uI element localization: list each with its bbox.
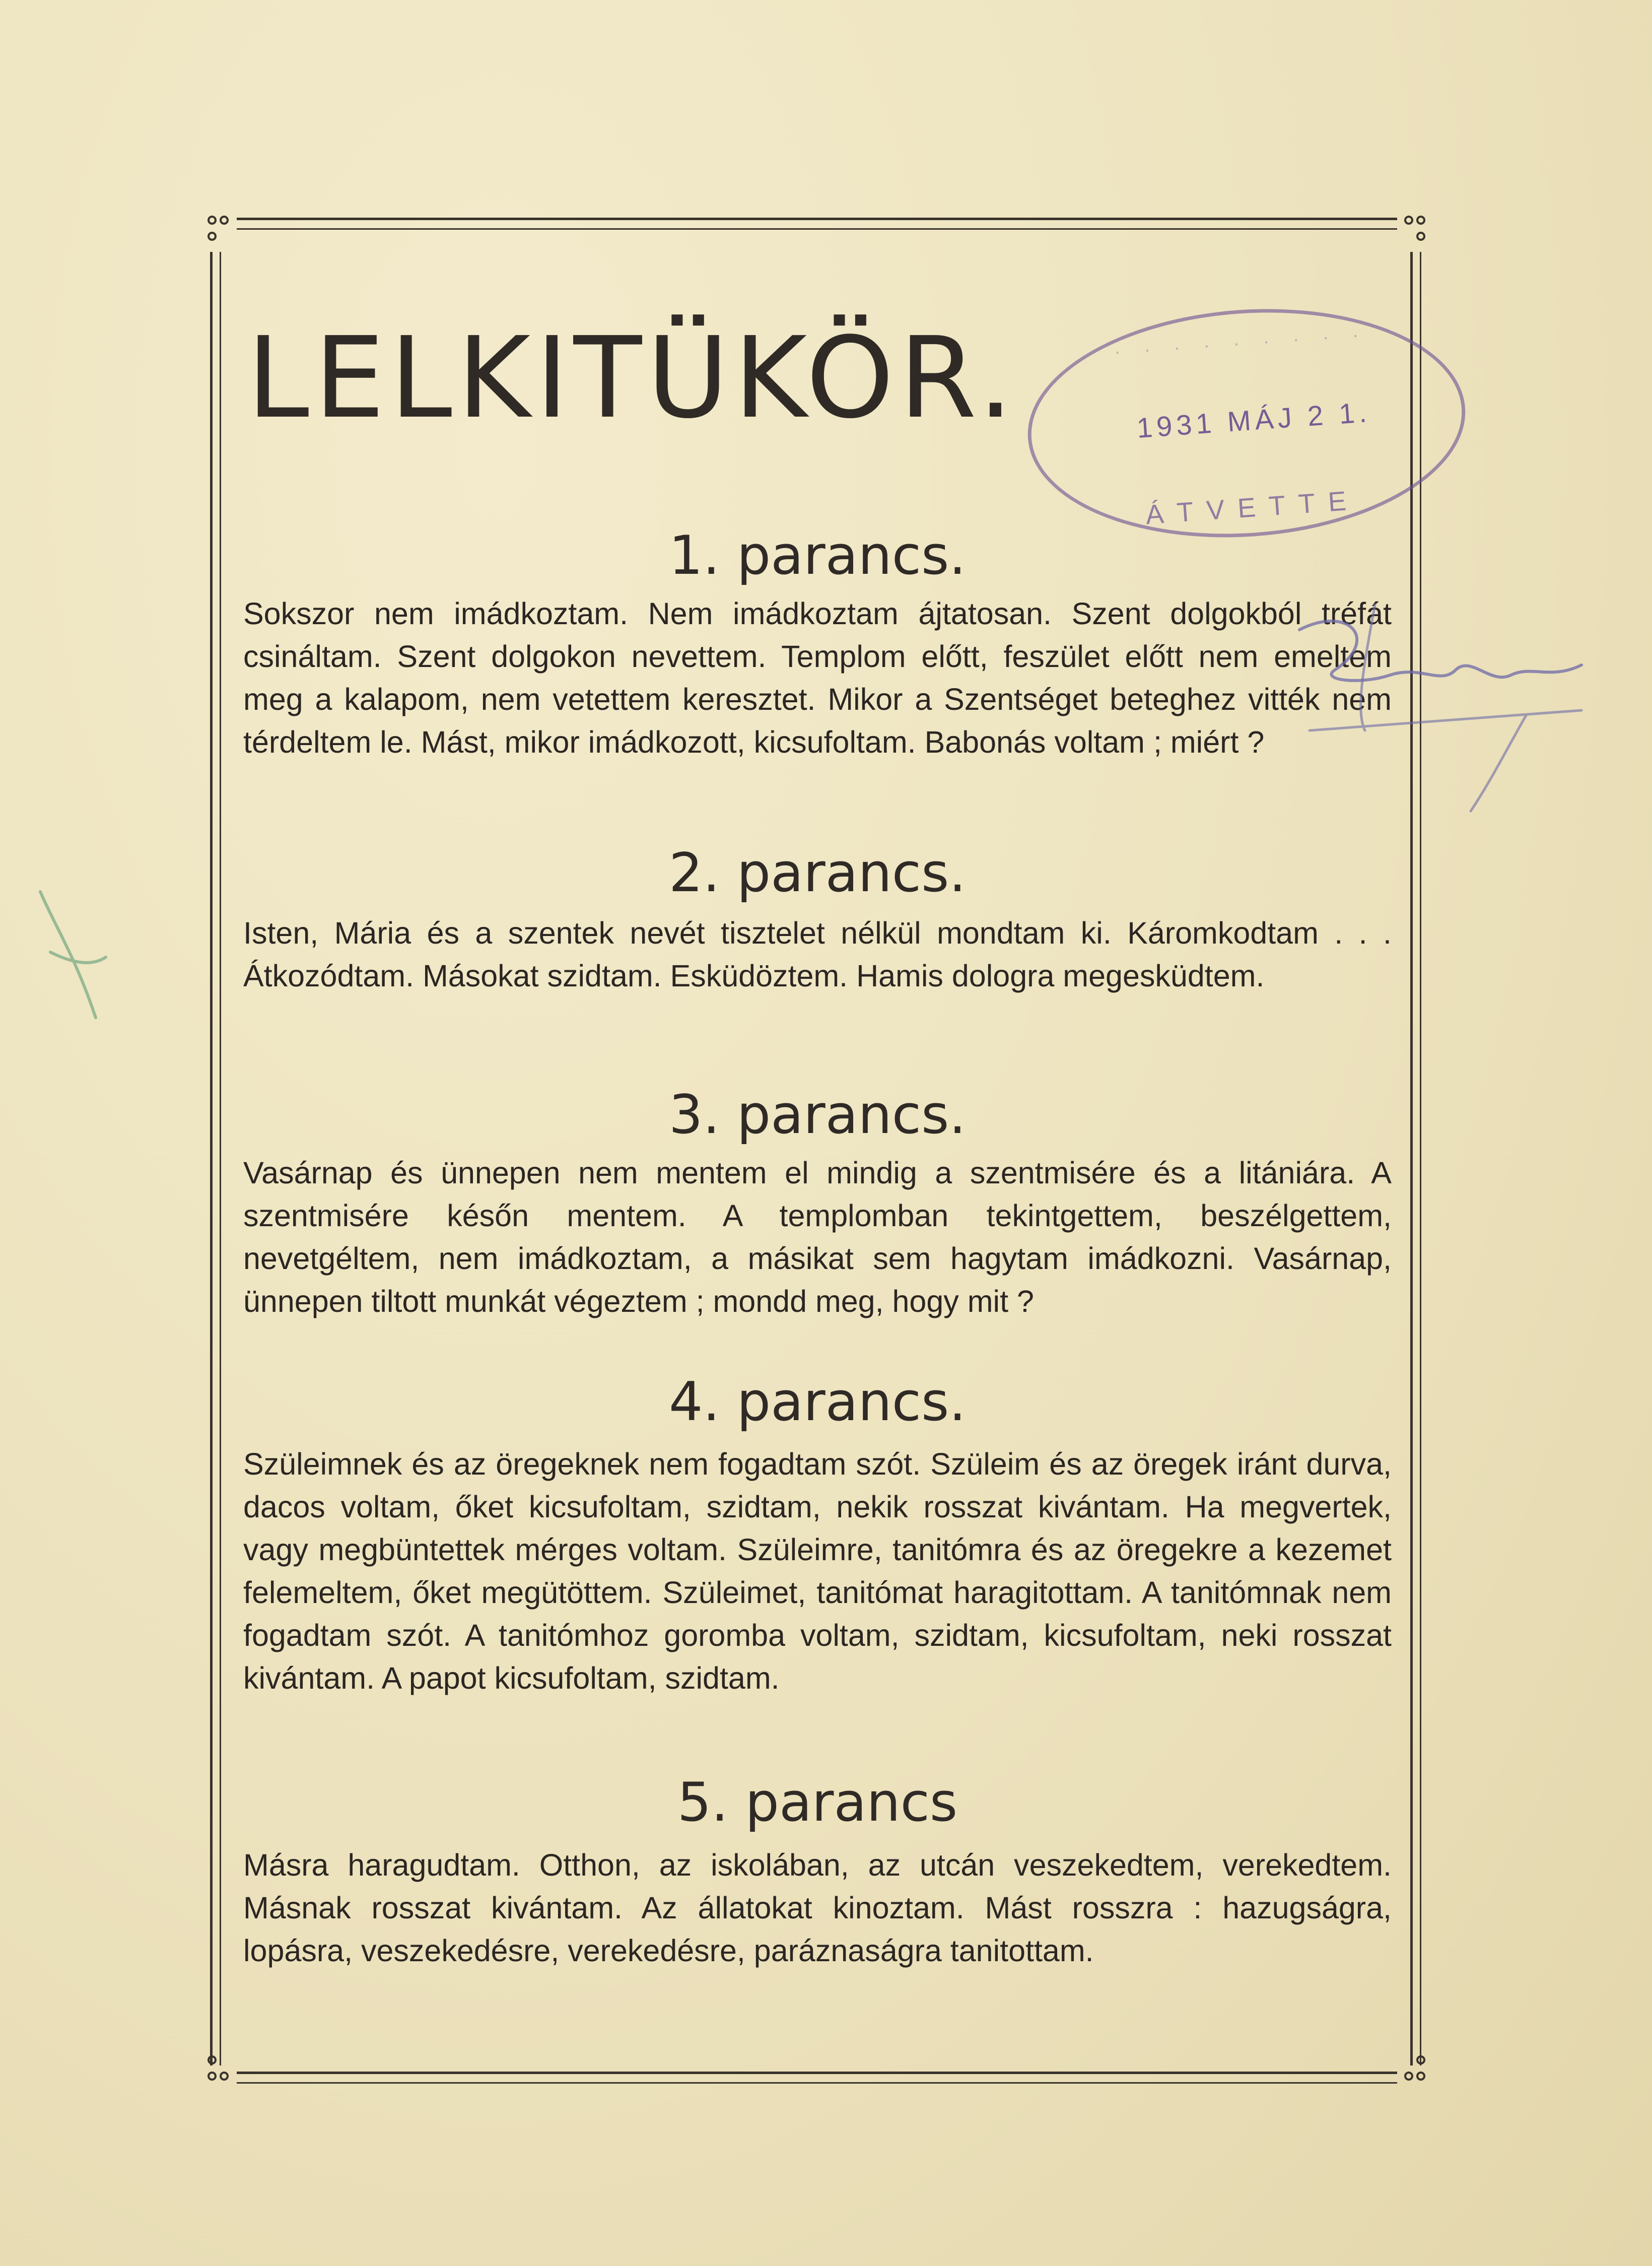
ring-ornament-icon xyxy=(208,2072,217,2081)
section-text: Vasárnap és ünnepen nem mentem el mindig a szentmisére és a litániára. A szentmisére későn mentem. A templomban tekintgettem, beszélgettem, nevetgéltem, nem imádkoztam, a másikat sem hagytam imádkozni. Vasárnap, ünnepen tiltott munkát végeztem ; mondd meg, hogy mit ? xyxy=(243,1156,1392,1318)
ring-ornament-icon xyxy=(208,216,217,225)
stamp-bottom-text: ÁTVETTE xyxy=(1144,485,1360,530)
frame-right-rule xyxy=(1410,252,1421,2065)
handwritten-signature-icon xyxy=(1289,599,1602,821)
stamp-illegible-text: · · · · · · · · · xyxy=(1113,323,1368,363)
section-heading: 3. parancs. xyxy=(669,1084,966,1146)
document-body xyxy=(243,262,1392,2055)
ring-ornament-icon xyxy=(1416,216,1425,225)
stamp-date: 1931 MÁJ 2 1. xyxy=(1135,395,1372,444)
ring-ornament-icon xyxy=(220,216,229,225)
ring-ornament-icon xyxy=(1416,2072,1425,2081)
ring-ornament-icon xyxy=(1404,216,1413,225)
frame-top-rule xyxy=(237,218,1397,230)
frame-bottom-rule xyxy=(237,2072,1397,2084)
section-heading: 5. parancs xyxy=(677,1771,958,1833)
section-heading: 1. parancs. xyxy=(669,524,966,586)
section-heading: 4. parancs. xyxy=(669,1371,966,1433)
ring-ornament-icon xyxy=(208,2055,217,2064)
ring-ornament-icon xyxy=(208,232,217,241)
ring-ornament-icon xyxy=(1416,232,1425,241)
section-text: Sokszor nem imádkoztam. Nem imádkoztam ájtatosan. Szent dolgokból tréfát csináltam. Szent dolgokon nevettem. Templom előtt, feszület előtt nem emeltem meg a kalapom, nem vetettem keresztet. Mikor a Szentséget beteghez vitték nem térdeltem le. Mást, mikor imádkozott, kicsufoltam. Babonás voltam ; miért ? xyxy=(243,596,1392,759)
section-text: Szüleimnek és az öregeknek nem fogadtam szót. Szüleim és az öregek iránt durva, dacos voltam, őket kicsufoltam, szidtam, nekik rosszat kivántam. Ha megvertek, vagy megbüntettek mérges voltam. Szüleimre, tanitómra és az öregekre a kezemet felemeltem, őket megütöttem. Szüleimet, tanitómat haragitottam. A tanitómnak nem fogadtam szót. A tanitómhoz goromba voltam, szidtam, kicsufoltam, neki rosszat kivántam. A papot kicsufoltam, szidtam. xyxy=(243,1447,1392,1695)
section-text: Isten, Mária és a szentek nevét tisztelet nélkül mondtam ki. Káromkodtam . . . Átkozódtam. Másokat szidtam. Esküdöztem. Hamis dologra megesküdtem. xyxy=(243,916,1392,993)
section-text: Másra haragudtam. Otthon, az iskolában, az utcán veszekedtem, verekedtem. Másnak rosszat kivántam. Az állatokat kinoztam. Mást rosszra : hazugságra, lopásra, veszekedésre, verekedésre, paráznaságra tanitottam. xyxy=(243,1848,1392,1968)
frame-left-rule xyxy=(210,252,221,2065)
ring-ornament-icon xyxy=(1416,2055,1425,2064)
pen-mark-icon xyxy=(20,882,121,1033)
ring-ornament-icon xyxy=(1404,2072,1413,2081)
section-heading: 2. parancs. xyxy=(669,842,966,904)
ring-ornament-icon xyxy=(220,2072,229,2081)
document-title: LELKITÜKÖR. xyxy=(247,313,1018,443)
